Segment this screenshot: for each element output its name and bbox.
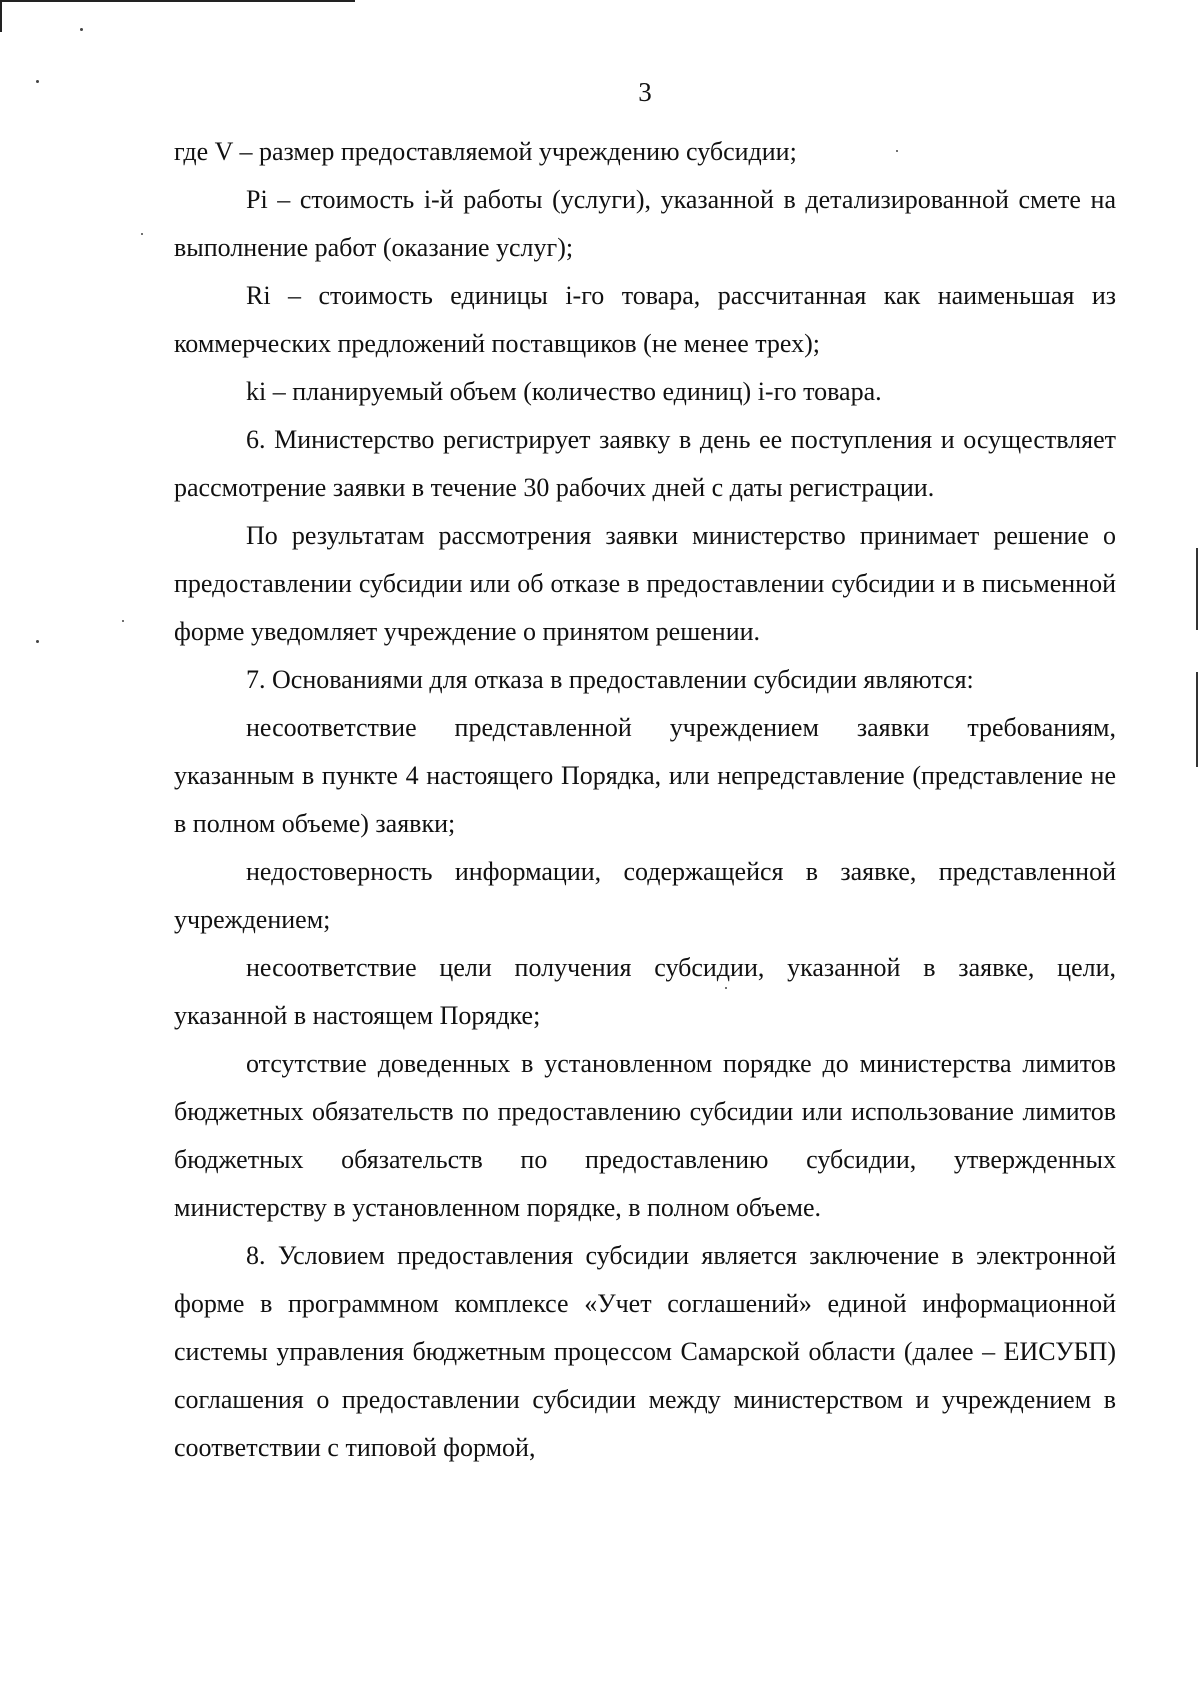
paragraph-definition-ki: ki – планируемый объем (количество единиц) i-го товара.	[246, 377, 882, 406]
paragraph-review-result: По результатам рассмотрения заявки министерство принимает решение о предоставлении субсидии или об отказе в предоставлении субсидии и в письменной форме уведомляет учреждение о принятом решении.	[174, 521, 1116, 646]
scan-mark-right	[1196, 548, 1198, 630]
paragraph-refusal-reason-4: отсутствие доведенных в установленном порядке до министерства лимитов бюджетных обязательств по предоставлению субсидии или использование лимитов бюджетных обязательств по предоставлению субсидии, утвержденных министерству в установленном порядке, в полном объеме.	[174, 1049, 1116, 1222]
paragraph-definition-v: где V – размер предоставляемой учреждению субсидии;	[174, 137, 797, 166]
scan-edge-left	[0, 0, 2, 32]
scan-edge-top	[0, 0, 355, 2]
paragraph-item-8: 8. Условием предоставления субсидии является заключение в электронной форме в программном комплексе «Учет соглашений» единой информационной системы управления бюджетным процессом Самарской области (далее – ЕИСУБП) соглашения о предоставлении субсидии между министерством и учреждением в соответствии с типовой формой,	[174, 1241, 1116, 1462]
scan-speck	[80, 28, 83, 31]
paragraph-refusal-reason-2: недостоверность информации, содержащейся в заявке, представленной учреждением;	[174, 857, 1116, 934]
page-number: 3	[638, 77, 652, 107]
paragraph-refusal-reason-1: несоответствие представленной учреждением заявки требованиям, указанным в пункте 4 настоящего Порядка, или непредставление (представление не в полном объеме) заявки;	[174, 713, 1116, 838]
paragraph-definition-pi: Pi – стоимость i-й работы (услуги), указанной в детализированной смете на выполнение работ (оказание услуг);	[174, 185, 1116, 262]
paragraph-item-6: 6. Министерство регистрирует заявку в день ее поступления и осуществляет рассмотрение заявки в течение 30 рабочих дней с даты регистрации.	[174, 425, 1116, 502]
scan-speck	[122, 620, 124, 622]
paragraph-refusal-reason-3: несоответствие цели получения субсидии, указанной в заявке, цели, указанной в настоящем Порядке;	[174, 953, 1116, 1030]
paragraph-item-7: 7. Основаниями для отказа в предоставлении субсидии являются:	[246, 665, 974, 694]
scan-speck	[141, 233, 143, 235]
document-body	[174, 128, 1116, 1472]
scan-speck	[36, 640, 39, 643]
scan-mark-right	[1196, 672, 1198, 767]
paragraph-definition-ri: Ri – стоимость единицы i-го товара, рассчитанная как наименьшая из коммерческих предложений поставщиков (не менее трех);	[174, 281, 1116, 358]
